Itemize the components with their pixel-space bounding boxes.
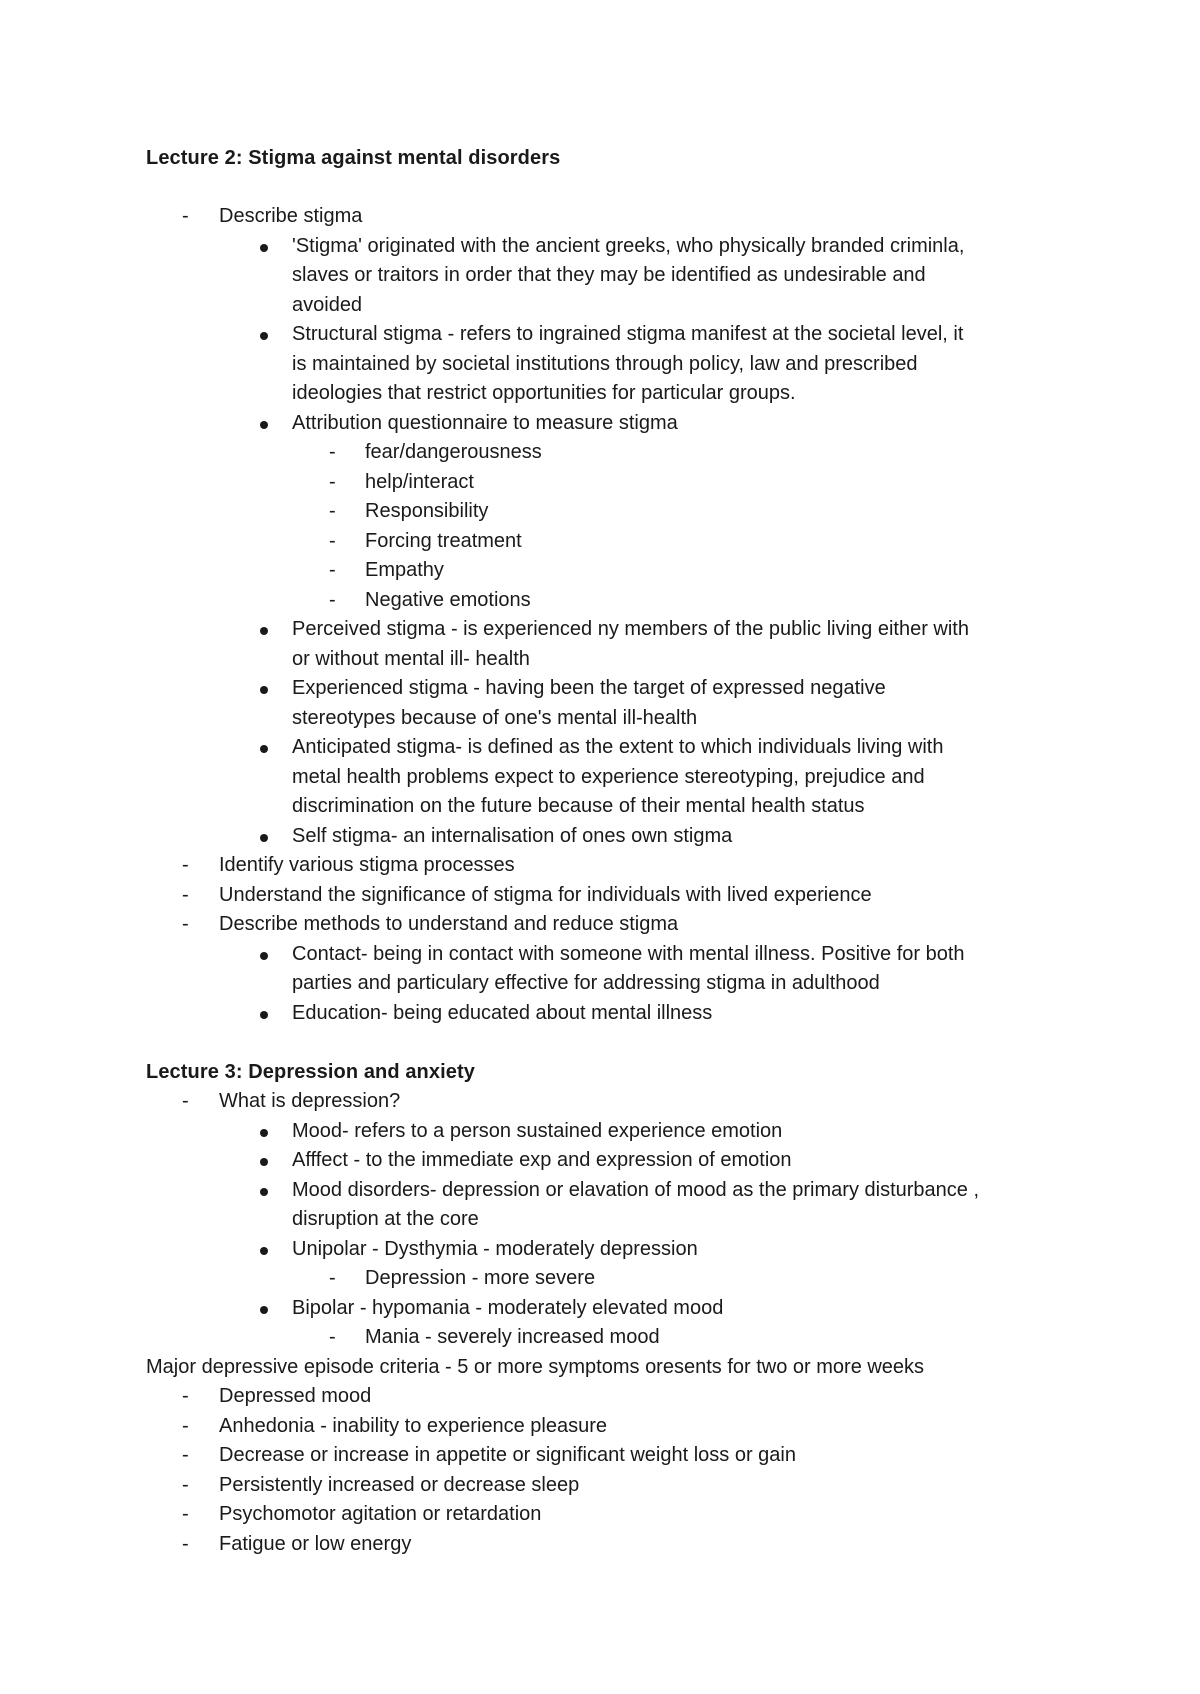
list-item: Decrease or increase in appetite or significant weight loss or gain bbox=[219, 1444, 796, 1466]
dash-marker: - bbox=[329, 1326, 336, 1348]
dash-marker: - bbox=[182, 1444, 189, 1466]
lecture-2-heading: Lecture 2: Stigma against mental disorders bbox=[146, 147, 561, 169]
bullet-marker bbox=[260, 627, 268, 635]
paragraph: Major depressive episode criteria - 5 or more symptoms oresents for two or more weeks bbox=[146, 1356, 925, 1378]
list-item: help/interact bbox=[365, 471, 474, 493]
list-item: Afffect - to the immediate exp and expression of emotion bbox=[292, 1149, 792, 1171]
list-item: fear/dangerousness bbox=[365, 441, 542, 463]
list-item-continuation: parties and particulary effective for addressing stigma in adulthood bbox=[292, 972, 880, 994]
dash-marker: - bbox=[182, 1533, 189, 1555]
list-item: Contact- being in contact with someone with mental illness. Positive for both bbox=[292, 943, 965, 965]
dash-marker: - bbox=[329, 589, 336, 611]
list-item: Unipolar - Dysthymia - moderately depression bbox=[292, 1238, 698, 1260]
bullet-marker bbox=[260, 1188, 268, 1196]
list-item: What is depression? bbox=[219, 1090, 401, 1112]
list-item-continuation: disruption at the core bbox=[292, 1208, 479, 1230]
dash-marker: - bbox=[329, 530, 336, 552]
dash-marker: - bbox=[329, 559, 336, 581]
list-item-continuation: avoided bbox=[292, 294, 363, 316]
list-item: Negative emotions bbox=[365, 589, 531, 611]
list-item-continuation: is maintained by societal institutions through policy, law and prescribed bbox=[292, 353, 918, 375]
list-item: Experienced stigma - having been the target of expressed negative bbox=[292, 677, 886, 699]
bullet-marker bbox=[260, 834, 268, 842]
list-item: Depression - more severe bbox=[365, 1267, 596, 1289]
list-item: Psychomotor agitation or retardation bbox=[219, 1503, 542, 1525]
list-item-continuation: or without mental ill- health bbox=[292, 648, 530, 670]
list-item: Anhedonia - inability to experience pleasure bbox=[219, 1415, 608, 1437]
list-item: Describe methods to understand and reduce stigma bbox=[219, 913, 679, 935]
list-item: Education- being educated about mental illness bbox=[292, 1002, 713, 1024]
list-item: Forcing treatment bbox=[365, 530, 522, 552]
bullet-marker bbox=[260, 421, 268, 429]
dash-marker: - bbox=[182, 854, 189, 876]
dash-marker: - bbox=[329, 500, 336, 522]
list-item-continuation: discrimination on the future because of their mental health status bbox=[292, 795, 865, 817]
list-item: Mood disorders- depression or elavation of mood as the primary disturbance , bbox=[292, 1179, 980, 1201]
list-item: Empathy bbox=[365, 559, 444, 581]
list-item-continuation: metal health problems expect to experience stereotyping, prejudice and bbox=[292, 766, 925, 788]
bullet-marker bbox=[260, 1129, 268, 1137]
list-item: Persistently increased or decrease sleep bbox=[219, 1474, 580, 1496]
bullet-marker bbox=[260, 1306, 268, 1314]
list-item-continuation: stereotypes because of one's mental ill-health bbox=[292, 707, 698, 729]
bullet-marker bbox=[260, 952, 268, 960]
list-item: Self stigma- an internalisation of ones own stigma bbox=[292, 825, 733, 847]
list-item: Describe stigma bbox=[219, 205, 363, 227]
dash-marker: - bbox=[329, 441, 336, 463]
list-item: Bipolar - hypomania - moderately elevated mood bbox=[292, 1297, 724, 1319]
bullet-marker bbox=[260, 1247, 268, 1255]
list-item: Depressed mood bbox=[219, 1385, 372, 1407]
list-item: Attribution questionnaire to measure stigma bbox=[292, 412, 678, 434]
list-item: Anticipated stigma- is defined as the extent to which individuals living with bbox=[292, 736, 944, 758]
list-item: 'Stigma' originated with the ancient greeks, who physically branded criminla, bbox=[292, 235, 965, 257]
bullet-marker bbox=[260, 1011, 268, 1019]
list-item: Understand the significance of stigma for individuals with lived experience bbox=[219, 884, 872, 906]
bullet-marker bbox=[260, 686, 268, 694]
dash-marker: - bbox=[182, 205, 189, 227]
list-item: Mood- refers to a person sustained experience emotion bbox=[292, 1120, 783, 1142]
list-item: Mania - severely increased mood bbox=[365, 1326, 660, 1348]
dash-marker: - bbox=[182, 913, 189, 935]
bullet-marker bbox=[260, 332, 268, 340]
list-item: Fatigue or low energy bbox=[219, 1533, 412, 1555]
list-item: Perceived stigma - is experienced ny members of the public living either with bbox=[292, 618, 969, 640]
dash-marker: - bbox=[329, 471, 336, 493]
list-item: Structural stigma - refers to ingrained stigma manifest at the societal level, it bbox=[292, 323, 964, 345]
lecture-3-heading: Lecture 3: Depression and anxiety bbox=[146, 1061, 475, 1083]
dash-marker: - bbox=[182, 1415, 189, 1437]
list-item-continuation: slaves or traitors in order that they may be identified as undesirable and bbox=[292, 264, 926, 286]
list-item: Responsibility bbox=[365, 500, 489, 522]
bullet-marker bbox=[260, 1158, 268, 1166]
dash-marker: - bbox=[182, 884, 189, 906]
list-item-continuation: ideologies that restrict opportunities for particular groups. bbox=[292, 382, 796, 404]
dash-marker: - bbox=[182, 1503, 189, 1525]
dash-marker: - bbox=[182, 1385, 189, 1407]
dash-marker: - bbox=[329, 1267, 336, 1289]
list-item: Identify various stigma processes bbox=[219, 854, 515, 876]
bullet-marker bbox=[260, 244, 268, 252]
bullet-marker bbox=[260, 745, 268, 753]
dash-marker: - bbox=[182, 1474, 189, 1496]
dash-marker: - bbox=[182, 1090, 189, 1112]
